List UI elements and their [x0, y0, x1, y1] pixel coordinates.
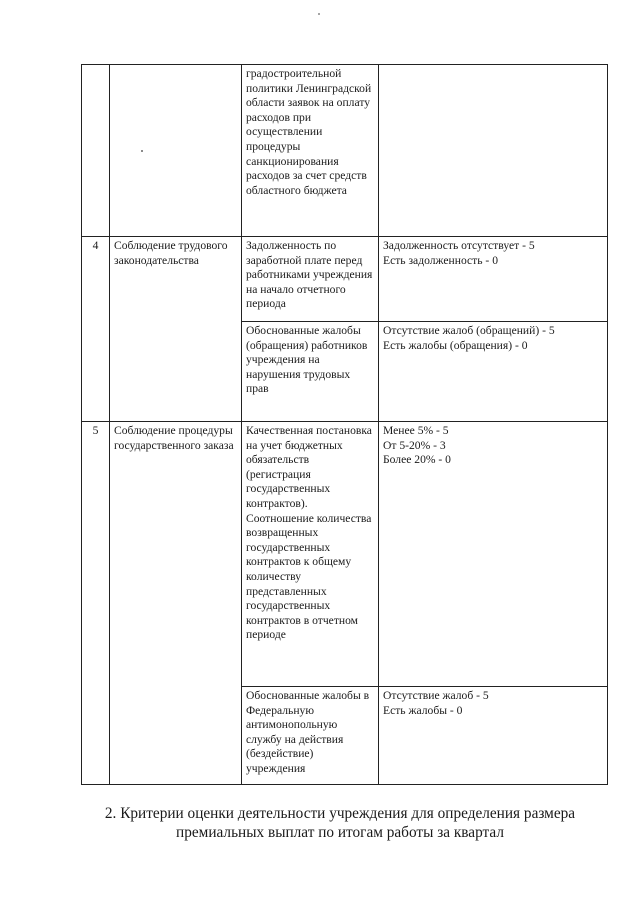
table-row	[82, 237, 608, 322]
indicator-cell	[242, 687, 379, 785]
value-line: Менее 5% - 5	[383, 424, 449, 437]
values-cell	[379, 322, 608, 422]
section-heading-line: премиальных выплат по итогам работы за квартал	[176, 824, 504, 841]
value-line: Более 20% - 0	[383, 453, 451, 467]
criterion-name-text: Соблюдение процедуры государственного заказа	[114, 424, 234, 452]
indicator-cell	[242, 422, 379, 687]
indicator-text: Обоснованные жалобы (обращения) работников учреждения на нарушения трудовых прав	[246, 324, 368, 396]
criteria-table	[81, 64, 608, 785]
row-number	[82, 65, 110, 237]
criterion-name-text: Соблюдение трудового законодательства	[114, 239, 228, 267]
indicator-text: Качественная постановка на учет бюджетных обязательств (регистрация государственных контрактов). Соотношение количества возвращенных государственных контрактов к общему количеству представленных государственных контрактов в отчетном периоде	[246, 424, 372, 642]
value-line: От 5-20% - 3	[383, 438, 446, 452]
row-number: 5	[82, 422, 110, 785]
criterion-name	[110, 237, 242, 422]
value-line: Есть жалобы (обращения) - 0	[383, 338, 528, 352]
value-line: Есть задолженность - 0	[383, 253, 498, 267]
value-line: Отсутствие жалоб - 5	[383, 689, 489, 702]
values-cell	[379, 237, 608, 322]
values-cell	[379, 687, 608, 785]
indicator-text: Задолженность по заработной плате перед работниками учреждения на начало отчетного периода	[246, 239, 373, 311]
indicator-cell	[242, 237, 379, 322]
indicator-cell	[242, 322, 379, 422]
scan-mark	[318, 13, 320, 15]
indicator-text: градостроительной политики Ленинградской области заявок на оплату расходов при осуществлении процедуры санкционирования расходов за счет средств областного бюджета	[246, 67, 372, 197]
criterion-name	[110, 65, 242, 237]
value-line: Задолженность отсутствует - 5	[383, 239, 535, 252]
section-heading-line: 2. Критерии оценки деятельности учреждения для определения размера	[104, 805, 576, 822]
table-row	[82, 65, 608, 237]
value-line: Есть жалобы - 0	[383, 703, 463, 717]
criterion-name	[110, 422, 242, 785]
values-cell	[379, 65, 608, 237]
scan-mark	[141, 150, 143, 152]
indicator-text: Обоснованные жалобы в Федеральную антимонопольную службу на действия (бездействие) учреждения	[246, 689, 370, 775]
section-heading	[100, 804, 580, 842]
indicator-cell	[242, 65, 379, 237]
table-row	[82, 422, 608, 687]
row-number: 4	[82, 237, 110, 422]
value-line: Отсутствие жалоб (обращений) - 5	[383, 324, 555, 337]
values-cell	[379, 422, 608, 687]
